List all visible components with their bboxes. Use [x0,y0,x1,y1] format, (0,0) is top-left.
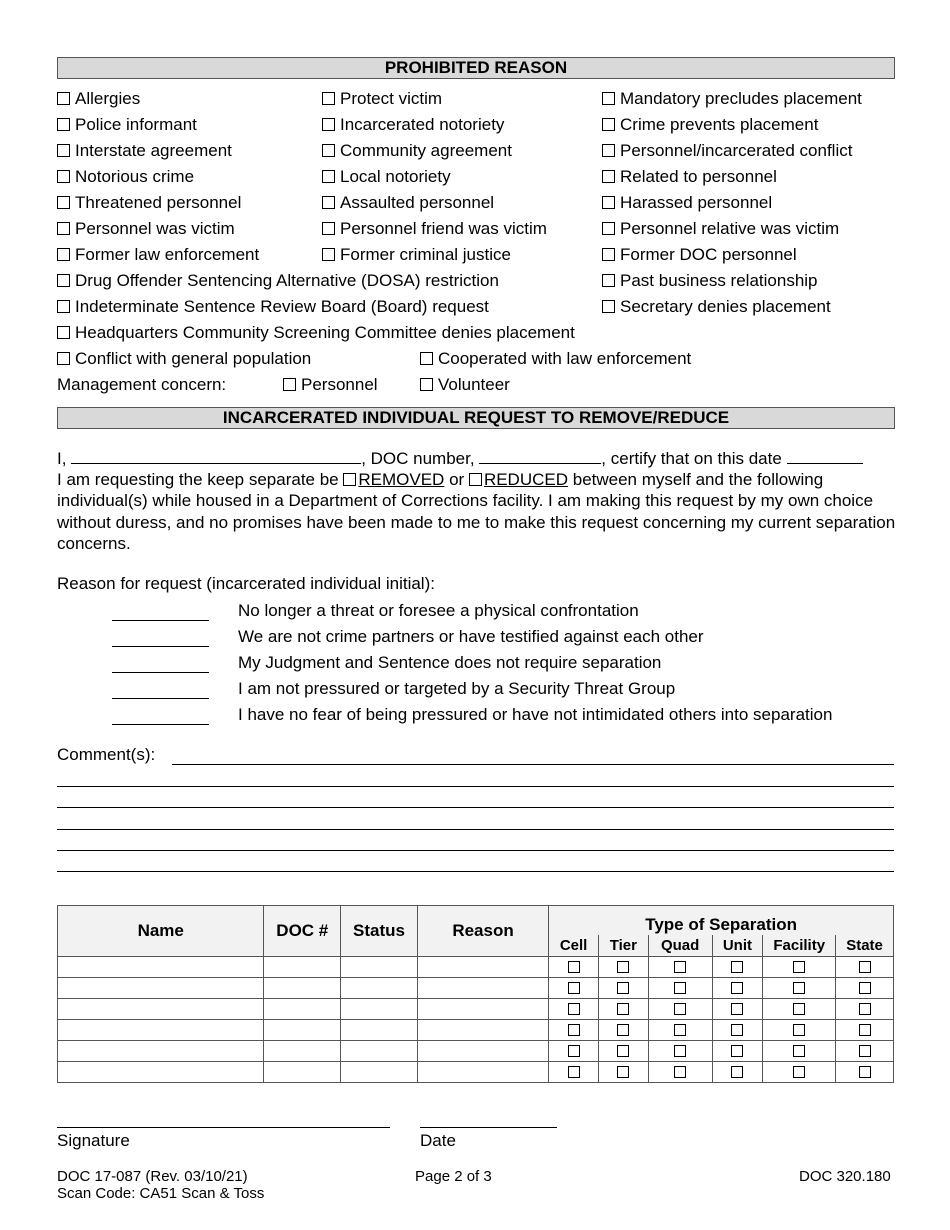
checkbox[interactable] [57,222,70,235]
checkbox[interactable] [568,1045,580,1057]
input-cell[interactable] [417,1062,548,1083]
policy-number: DOC 320.180 [799,1168,891,1185]
separation-cell [836,957,894,978]
input-cell[interactable] [58,957,264,978]
checkbox[interactable] [57,352,70,365]
checkbox[interactable] [602,170,615,183]
name-field[interactable] [71,448,361,464]
reduced-checkbox[interactable] [469,473,482,486]
prohibited-reason-option[interactable] [602,141,852,161]
checkbox[interactable] [57,300,70,313]
separation-cell [598,957,648,978]
option-label: Threatened personnel [75,193,242,212]
reason-option: I have no fear of being pressured or have not intimidated others into separation [238,705,833,724]
checkbox[interactable] [859,1024,871,1036]
checkbox[interactable] [617,982,629,994]
checkbox[interactable] [602,118,615,131]
input-cell[interactable] [417,978,548,999]
prohibited-reason-option[interactable] [57,115,197,135]
prohibited-reason-option[interactable] [602,167,777,187]
option-label: Former DOC personnel [620,245,797,264]
separation-cell [648,957,712,978]
separation-cell [763,1020,836,1041]
option-label: Headquarters Community Screening Committee denies placement [75,323,575,342]
separation-cell [549,999,599,1020]
prohibited-reason-option[interactable] [602,245,797,265]
checkbox[interactable] [674,1024,686,1036]
checkbox[interactable] [674,1066,686,1078]
checkbox[interactable] [731,982,743,994]
input-cell[interactable] [341,978,418,999]
input-cell[interactable] [417,957,548,978]
separation-cell [648,978,712,999]
prohibited-reason-header: PROHIBITED REASON [57,57,895,79]
prohibited-reason-option[interactable] [322,193,494,213]
checkbox[interactable] [731,1003,743,1015]
prohibited-reason-option[interactable] [57,89,140,109]
table-row [58,1062,894,1083]
checkbox[interactable] [568,961,580,973]
prohibited-reason-option[interactable] [57,245,259,265]
checkbox[interactable] [859,1045,871,1057]
checkbox[interactable] [602,248,615,261]
input-cell[interactable] [417,999,548,1020]
option-label: Allergies [75,89,141,108]
checkbox[interactable] [57,248,70,261]
separation-cell [598,999,648,1020]
checkbox[interactable] [859,982,871,994]
input-cell[interactable] [341,1020,418,1041]
prohibited-reason-option[interactable] [57,141,232,161]
option-label: Former law enforcement [75,245,260,264]
comment-line[interactable] [57,807,894,808]
separation-cell [648,1020,712,1041]
prohibited-reason-option[interactable] [57,271,499,291]
separation-cell [836,978,894,999]
col-quad: Quad [648,935,712,956]
option-label: Crime prevents placement [620,115,819,134]
checkbox[interactable] [617,1066,629,1078]
separation-cell [836,1020,894,1041]
separation-cell [712,1020,763,1041]
separation-cell [598,1020,648,1041]
separation-cell [712,978,763,999]
table-row [58,1041,894,1062]
checkbox[interactable] [731,1066,743,1078]
prohibited-reason-option[interactable] [57,375,226,395]
input-cell[interactable] [58,999,264,1020]
prohibited-reason-option[interactable] [57,349,311,369]
option-label: Notorious crime [75,167,195,186]
checkbox[interactable] [731,1024,743,1036]
separation-cell [549,1062,599,1083]
input-cell[interactable] [58,1041,264,1062]
col-facility: Facility [763,935,836,956]
initial-field[interactable] [112,620,209,621]
separation-cell [712,1041,763,1062]
checkbox[interactable] [57,274,70,287]
option-label: Secretary denies placement [620,297,831,316]
checkbox[interactable] [57,118,70,131]
col-doc: DOC # [264,906,341,957]
checkbox[interactable] [57,196,70,209]
text: , DOC number, [361,449,475,468]
option-label: Incarcerated notoriety [340,115,505,134]
checkbox[interactable] [57,326,70,339]
input-cell[interactable] [264,1020,341,1041]
checkbox[interactable] [793,982,805,994]
input-cell[interactable] [341,1062,418,1083]
initial-field[interactable] [112,698,209,699]
prohibited-reason-option[interactable] [57,219,235,239]
prohibited-reason-option[interactable] [57,297,489,317]
checkbox[interactable] [859,1003,871,1015]
prohibited-reason-option[interactable] [602,297,831,317]
option-label: Assaulted personnel [340,193,495,212]
checkbox[interactable] [322,222,335,235]
checkbox[interactable] [674,961,686,973]
reason-option: I am not pressured or targeted by a Security Threat Group [238,679,676,698]
option-label: Interstate agreement [75,141,232,160]
input-cell[interactable] [58,978,264,999]
input-cell[interactable] [417,1020,548,1041]
initial-field[interactable] [112,672,209,673]
checkbox[interactable] [57,170,70,183]
input-cell[interactable] [341,999,418,1020]
comment-line[interactable] [57,786,894,787]
prohibited-reason-option[interactable] [420,375,510,395]
initial-field[interactable] [112,646,209,647]
signature-label: Signature [57,1131,130,1150]
page-number: Page 2 of 3 [415,1168,492,1185]
option-label: Drug Offender Sentencing Alternative (DOSA) restriction [75,271,499,290]
checkbox[interactable] [793,1024,805,1036]
option-label: Personnel was victim [75,219,235,238]
input-cell[interactable] [264,957,341,978]
checkbox[interactable] [617,961,629,973]
checkbox[interactable] [420,352,433,365]
checkbox[interactable] [602,274,615,287]
text: between myself and the following individual(s) while housed in a Department of Corrections facility. I am making this request by my own choice without duress, and no promises have been made to me to make this request concerning my current separation concerns. [57,470,896,553]
separation-cell [712,999,763,1020]
option-label: Personnel relative was victim [620,219,840,238]
date-line[interactable] [420,1127,557,1128]
option-label: Personnel friend was victim [340,219,547,238]
option-label: Former criminal justice [340,245,511,264]
option-label: Volunteer [438,375,510,394]
doc-number-field[interactable] [479,448,601,464]
separation-cell [549,1020,599,1041]
checkbox[interactable] [793,961,805,973]
separation-cell [763,1041,836,1062]
prohibited-reason-option[interactable] [602,271,818,291]
prohibited-reason-option[interactable] [322,167,451,187]
checkbox[interactable] [322,196,335,209]
input-cell[interactable] [58,1062,264,1083]
input-cell[interactable] [264,1062,341,1083]
comment-line[interactable] [57,850,894,851]
col-name: Name [58,906,264,957]
col-state: State [836,935,894,956]
separation-cell [836,1062,894,1083]
prohibited-reason-option[interactable] [322,219,547,239]
option-label: Conflict with general population [75,349,312,368]
checkbox[interactable] [859,1066,871,1078]
col-cell: Cell [549,935,599,956]
date-field[interactable] [787,448,863,464]
separation-cell [763,957,836,978]
checkbox[interactable] [602,92,615,105]
checkbox[interactable] [568,982,580,994]
checkbox[interactable] [420,378,433,391]
reduced-label: REDUCED [483,470,568,490]
prohibited-reason-option[interactable] [602,219,839,239]
option-label: Personnel [301,375,378,394]
option-label: Cooperated with law enforcement [438,349,692,368]
comment-line[interactable] [172,764,894,765]
prohibited-reason-option[interactable] [322,245,511,265]
input-cell[interactable] [264,1041,341,1062]
checkbox[interactable] [793,1066,805,1078]
option-label: Mandatory precludes placement [620,89,862,108]
checkbox[interactable] [602,300,615,313]
reason-option: My Judgment and Sentence does not require separation [238,653,662,672]
col-reason: Reason [417,906,548,957]
initial-field[interactable] [112,724,209,725]
prohibited-reason-option[interactable] [322,89,442,109]
separation-cell [598,1062,648,1083]
separation-cell [648,999,712,1020]
checkbox[interactable] [731,1045,743,1057]
separation-cell [763,1062,836,1083]
prohibited-reason-option[interactable] [602,193,772,213]
separation-cell [712,1062,763,1083]
removed-checkbox[interactable] [343,473,356,486]
checkbox[interactable] [731,961,743,973]
option-label: Related to personnel [620,167,777,186]
prohibited-reason-option[interactable] [602,89,862,109]
option-label: Protect victim [340,89,443,108]
checkbox[interactable] [859,961,871,973]
text: or [449,470,465,490]
checkbox[interactable] [602,222,615,235]
comment-line[interactable] [57,829,894,830]
request-statement [57,448,897,554]
reason-option: We are not crime partners or have testified against each other [238,627,704,646]
checkbox[interactable] [602,196,615,209]
checkbox[interactable] [57,92,70,105]
checkbox[interactable] [793,1003,805,1015]
prohibited-reason-option[interactable] [57,193,241,213]
input-cell[interactable] [341,1041,418,1062]
input-cell[interactable] [264,999,341,1020]
checkbox[interactable] [322,118,335,131]
separation-cell [549,978,599,999]
option-label: Police informant [75,115,197,134]
option-label: Indeterminate Sentence Review Board (Board) request [75,297,489,316]
checkbox[interactable] [322,144,335,157]
comment-line[interactable] [57,871,894,872]
prohibited-reason-option[interactable] [322,141,512,161]
option-label: Local notoriety [340,167,451,186]
checkbox[interactable] [674,1003,686,1015]
removed-label: REMOVED [358,470,445,490]
checkbox[interactable] [602,144,615,157]
checkbox[interactable] [568,1024,580,1036]
separation-cell [763,978,836,999]
checkbox[interactable] [283,378,296,391]
checkbox[interactable] [568,1003,580,1015]
option-label: Personnel/incarcerated conflict [620,141,853,160]
table-row [58,1020,894,1041]
checkbox[interactable] [617,1024,629,1036]
option-label: Management concern: [57,375,227,394]
checkbox[interactable] [322,170,335,183]
prohibited-reason-option[interactable] [420,349,691,369]
checkbox[interactable] [674,982,686,994]
checkbox[interactable] [57,144,70,157]
separation-cell [763,999,836,1020]
checkbox[interactable] [617,1045,629,1057]
checkbox[interactable] [322,248,335,261]
form-id: DOC 17-087 (Rev. 03/10/21) [57,1168,248,1185]
reason-label: Reason for request (incarcerated individual initial): [57,574,435,593]
option-label: Community agreement [340,141,512,160]
separation-cell [836,999,894,1020]
text: I, [57,449,67,468]
prohibited-reason-option[interactable] [57,323,575,343]
separation-cell [549,1041,599,1062]
table-row [58,999,894,1020]
table-row [58,957,894,978]
prohibited-reason-option[interactable] [322,115,504,135]
separation-cell [836,1041,894,1062]
input-cell[interactable] [58,1020,264,1041]
col-type-of-separation: Type of Separation [549,906,894,936]
col-tier: Tier [598,935,648,956]
option-label: Harassed personnel [620,193,773,212]
input-cell[interactable] [341,957,418,978]
input-cell[interactable] [417,1041,548,1062]
request-section-header: INCARCERATED INDIVIDUAL REQUEST TO REMOVE/REDUCE [57,407,895,429]
col-status: Status [341,906,418,957]
date-label: Date [420,1131,456,1150]
prohibited-reason-option[interactable] [602,115,818,135]
separation-cell [598,1041,648,1062]
checkbox[interactable] [617,1003,629,1015]
separation-table [57,905,894,1083]
checkbox[interactable] [674,1045,686,1057]
comments-label: Comment(s): [57,745,156,764]
option-label: Past business relationship [620,271,818,290]
checkbox[interactable] [568,1066,580,1078]
reason-option: No longer a threat or foresee a physical confrontation [238,601,639,620]
separation-cell [549,957,599,978]
table-row [58,978,894,999]
scan-code: Scan Code: CA51 Scan & Toss [57,1185,265,1202]
separation-cell [648,1041,712,1062]
input-cell[interactable] [264,978,341,999]
prohibited-reason-option[interactable] [283,375,378,395]
checkbox[interactable] [322,92,335,105]
separation-cell [598,978,648,999]
separation-cell [648,1062,712,1083]
prohibited-reason-option[interactable] [57,167,194,187]
signature-line[interactable] [57,1127,390,1128]
checkbox[interactable] [793,1045,805,1057]
col-unit: Unit [712,935,763,956]
text: I am requesting the keep separate be [57,470,339,490]
text: , certify that on this date [601,449,782,468]
separation-cell [712,957,763,978]
